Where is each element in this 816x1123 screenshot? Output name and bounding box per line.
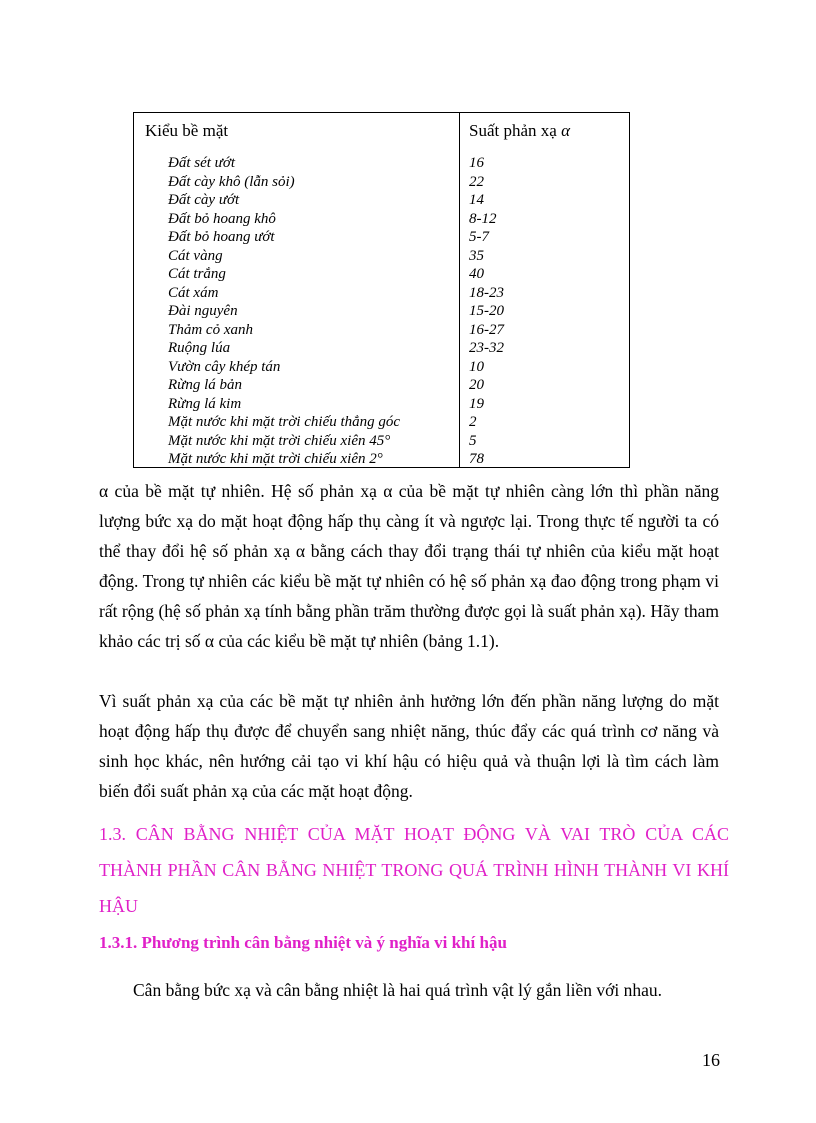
surface-type-cell: Mặt nước khi mặt trời chiếu xiên 2° [168,451,383,467]
table-row [134,322,629,341]
surface-type-cell: Đài nguyên [168,303,238,319]
surface-type-cell: Mặt nước khi mặt trời chiếu thẳng góc [168,414,401,430]
table-row [134,377,629,396]
table-row [134,414,629,433]
section-heading: 1.3. CÂN BẰNG NHIỆT CỦA MẶT HOẠT ĐỘNG VÀ VAI TRÒ CỦA CÁC THÀNH PHẦN CÂN BẰNG NHIỆT TRONG QUÁ TRÌNH HÌNH THÀNH VI KHÍ HẬU [99,824,729,916]
table-row [134,248,629,267]
table-header-albedo [469,121,570,141]
albedo-value-cell: 35 [469,247,484,264]
page-number: 16 [702,1050,720,1070]
table-row [134,396,629,415]
surface-type-cell: Thảm cỏ xanh [168,321,253,338]
paragraph-albedo-description: α của bề mặt tự nhiên. Hệ số phản xạ α của bề mặt tự nhiên càng lớn thì phần năng lượng bức xạ do mặt hoạt động hấp thụ càng ít và ngược lại. Trong thực tế người ta có thể thay đổi hệ số phản xạ α bằng cách thay đổi trạng thái tự nhiên của kiểu mặt hoạt động. Trong tự nhiên các kiểu bề mặt tự nhiên có hệ số phản xạ đao động trong phạm vi rất rộng (hệ số phản xạ tính bằng phần trăm thường được gọi là suất phản xạ). Hãy tham khảo các trị số α của các kiểu bề mặt tự nhiên (bảng 1.1). [99,481,719,651]
surface-type-cell: Ruộng lúa [168,340,231,356]
albedo-value-cell: 8-12 [469,210,497,227]
table-row [134,340,629,359]
surface-type-cell: Đất bỏ hoang khô [168,210,276,227]
table-row [134,174,629,193]
surface-type-cell: Cát xám [168,284,219,301]
albedo-value-cell: 15-20 [469,303,504,319]
surface-type-cell: Rừng lá kim [168,395,242,412]
table-row [134,211,629,230]
albedo-table [133,112,630,468]
table-row [134,451,629,470]
surface-type-cell: Cát vàng [168,247,223,264]
paragraph-albedo-importance: Vì suất phản xạ của các bề mặt tự nhiên ảnh hưởng lớn đến phần năng lượng do mặt hoạt động hấp thụ được để chuyển sang nhiệt năng, thúc đẩy các quá trình cơ năng và sinh học khác, nên hướng cải tạo vi khí hậu có hiệu quả và thuận lợi là tìm cách làm biến đổi suất phản xạ của các mặt hoạt động. [99,691,719,801]
albedo-value-cell: 5-7 [469,229,489,245]
albedo-value-cell: 78 [469,451,484,467]
table-row [134,285,629,304]
table-header-albedo-label: Suất phản xạ [469,121,557,140]
albedo-value-cell: 16 [469,155,484,171]
table-header-surface: Kiểu bề mặt [145,121,229,140]
surface-type-cell: Đất cày khô (lẫn sỏi) [168,173,295,190]
table-row [134,229,629,248]
paragraph-heat-balance: Cân bằng bức xạ và cân bằng nhiệt là hai quá trình vật lý gắn liền với nhau. [133,980,662,1000]
table-row [134,266,629,285]
albedo-value-cell: 16-27 [469,321,504,338]
table-row [134,155,629,174]
albedo-value-cell: 19 [469,395,484,412]
table-body [134,155,629,470]
table-row [134,359,629,378]
table-row [134,303,629,322]
albedo-value-cell: 2 [469,414,477,430]
albedo-value-cell: 22 [469,173,484,190]
surface-type-cell: Đất bỏ hoang ướt [168,229,275,245]
albedo-value-cell: 5 [469,432,477,449]
surface-type-cell: Đất sét ướt [168,155,236,171]
surface-type-cell: Vườn cây khép tán [168,358,281,375]
subsection-heading: 1.3.1. Phương trình cân bằng nhiệt và ý nghĩa vi khí hậu [99,933,507,952]
table-row [134,192,629,211]
albedo-value-cell: 18-23 [469,284,504,301]
surface-type-cell: Mặt nước khi mặt trời chiếu xiên 45° [168,432,391,449]
albedo-value-cell: 14 [469,192,484,208]
table-row [134,433,629,452]
surface-type-cell: Đất cày ướt [168,192,240,208]
albedo-value-cell: 23-32 [469,340,504,356]
alpha-symbol: α [561,121,571,140]
albedo-value-cell: 40 [469,266,484,282]
albedo-value-cell: 20 [469,377,484,393]
albedo-value-cell: 10 [469,358,484,375]
surface-type-cell: Cát trắng [168,266,226,282]
surface-type-cell: Rừng lá bản [168,377,243,393]
